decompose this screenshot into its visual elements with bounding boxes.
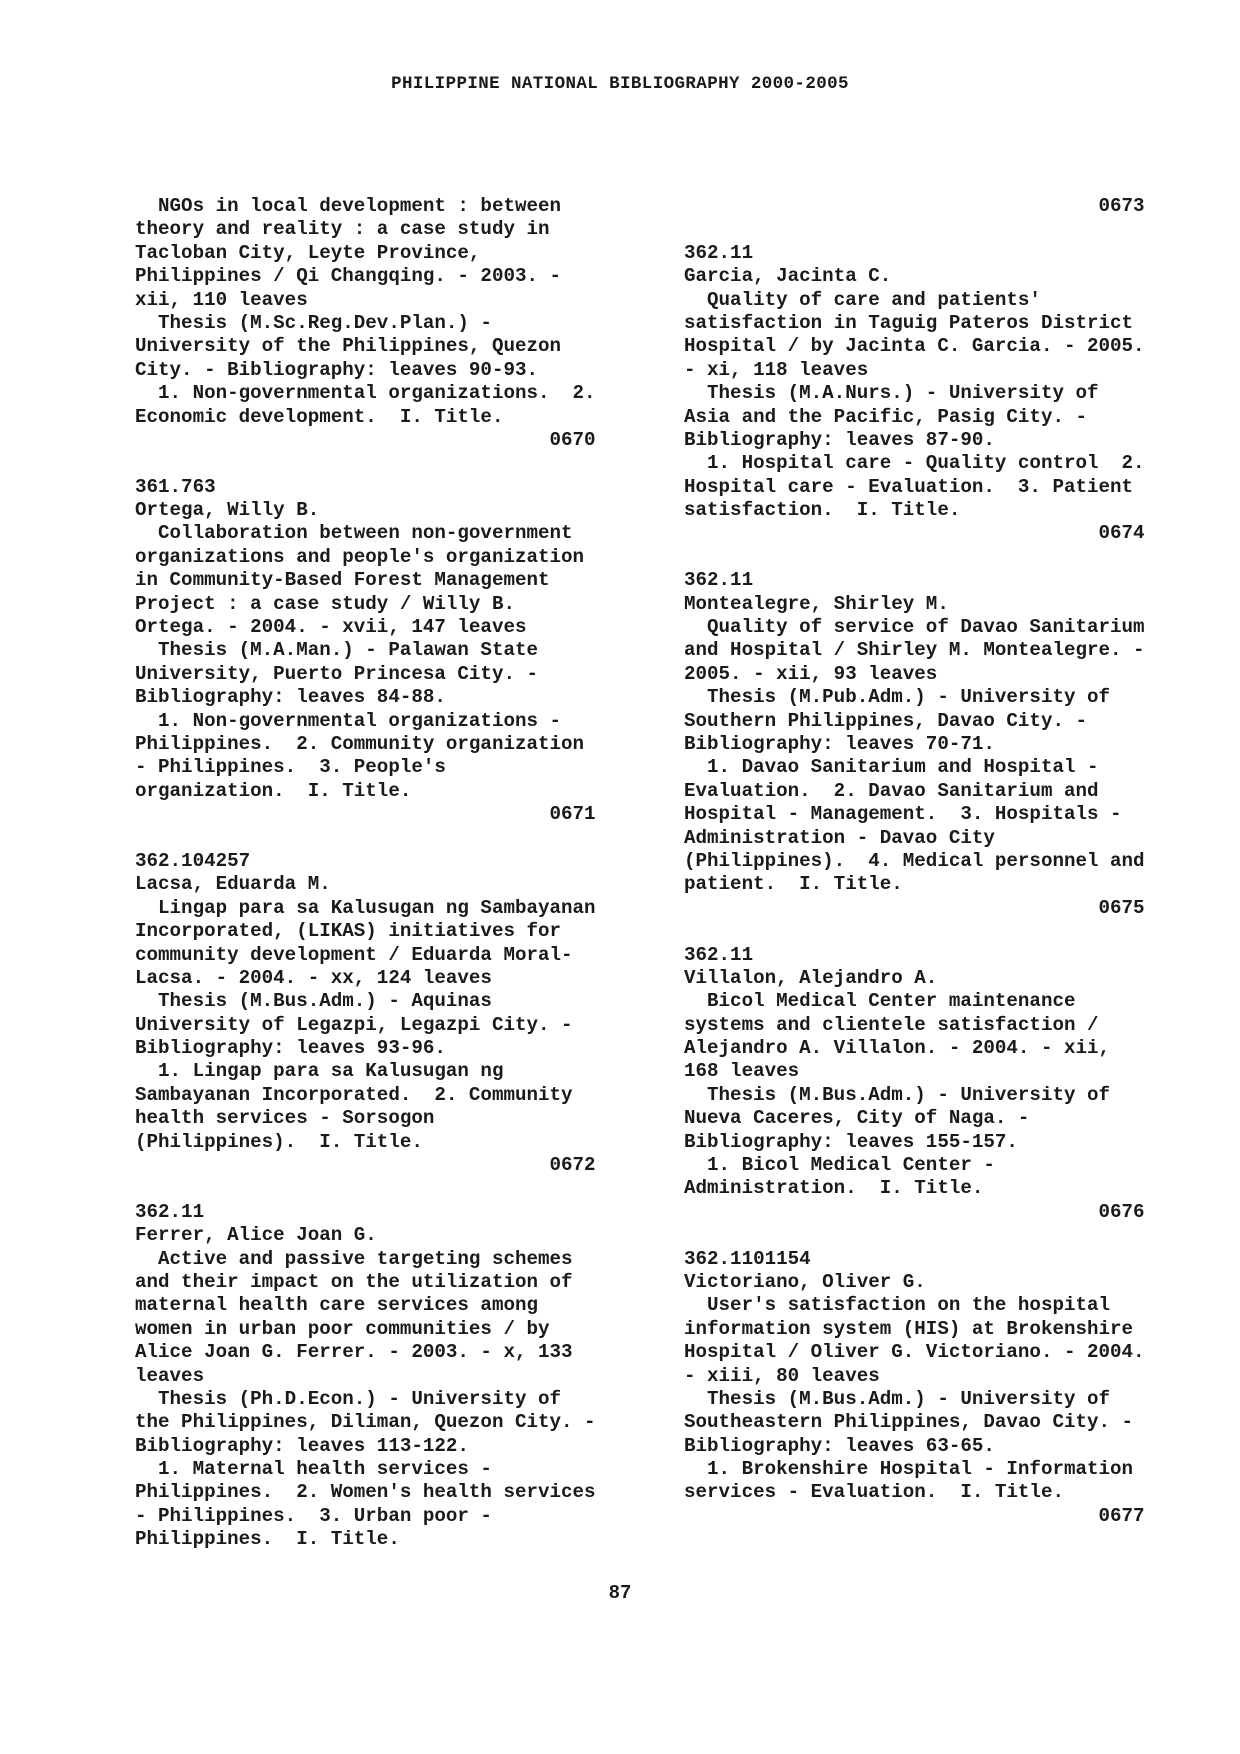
bibliography-line: Philippines. 2. Community organization <box>135 732 585 755</box>
bibliography-line: 0674 <box>684 522 1145 545</box>
bibliography-line: Bibliography: leaves 155-157. <box>684 1130 1018 1153</box>
bibliography-line: 1. Non-governmental organizations. 2. <box>135 382 596 405</box>
bibliography-line: Quality of service of Davao Sanitarium <box>684 616 1145 639</box>
bibliography-line: satisfaction. I. Title. <box>684 499 961 522</box>
bibliography-line: 1. Brokenshire Hospital - Information <box>684 1458 1134 1481</box>
bibliography-line: maternal health care services among <box>135 1294 539 1317</box>
bibliography-line: University, Puerto Princesa City. - <box>135 662 539 685</box>
bibliography-line: 362.104257 <box>135 849 251 872</box>
bibliography-line: 0670 <box>135 428 596 451</box>
bibliography-line <box>684 1224 1194 1247</box>
bibliography-line: 168 leaves <box>684 1060 800 1083</box>
bibliography-line: Ferrer, Alice Joan G. <box>135 1224 377 1247</box>
bibliography-line: 362.11 <box>684 943 754 966</box>
bibliography-line: in Community-Based Forest Management <box>135 569 550 592</box>
bibliography-line: 1. Lingap para sa Kalusugan ng <box>135 1060 504 1083</box>
bibliography-line: Thesis (M.Bus.Adm.) - University of <box>684 1083 1111 1106</box>
bibliography-line: Philippines / Qi Changqing. - 2003. - <box>135 265 562 288</box>
bibliography-line: Asia and the Pacific, Pasig City. - <box>684 405 1088 428</box>
bibliography-line <box>135 827 645 850</box>
bibliography-line: Thesis (M.A.Nurs.) - University of <box>684 382 1099 405</box>
page-number: 87 <box>608 1582 632 1604</box>
bibliography-line: Montealegre, Shirley M. <box>684 592 949 615</box>
bibliography-line: 0677 <box>684 1504 1145 1527</box>
bibliography-line: - xiii, 80 leaves <box>684 1364 880 1387</box>
bibliography-line: 362.1101154 <box>684 1247 811 1270</box>
bibliography-line: Bibliography: leaves 70-71. <box>684 732 995 755</box>
bibliography-line: Quality of care and patients' <box>684 288 1041 311</box>
page-header: PHILIPPINE NATIONAL BIBLIOGRAPHY 2000-2005 <box>391 74 849 94</box>
bibliography-line: Lacsa. - 2004. - xx, 124 leaves <box>135 966 492 989</box>
bibliography-line: 2005. - xii, 93 leaves <box>684 662 938 685</box>
bibliography-line: Alice Joan G. Ferrer. - 2003. - x, 133 <box>135 1341 573 1364</box>
bibliography-line: Active and passive targeting schemes <box>135 1247 573 1270</box>
bibliography-line <box>135 452 645 475</box>
bibliography-line: Ortega, Willy B. <box>135 499 320 522</box>
bibliography-line: xii, 110 leaves <box>135 288 308 311</box>
bibliography-line: Hospital / by Jacinta C. Garcia. - 2005. <box>684 335 1145 358</box>
bibliography-line: Thesis (M.Sc.Reg.Dev.Plan.) - <box>135 311 492 334</box>
bibliography-line: satisfaction in Taguig Pateros District <box>684 311 1134 334</box>
bibliography-line: organization. I. Title. <box>135 779 412 802</box>
bibliography-line: Thesis (M.Bus.Adm.) - Aquinas <box>135 990 492 1013</box>
bibliography-line <box>684 546 1194 569</box>
bibliography-line: 361.763 <box>135 475 216 498</box>
bibliography-line: Bibliography: leaves 113-122. <box>135 1434 469 1457</box>
bibliography-line: Thesis (Ph.D.Econ.) - University of <box>135 1387 562 1410</box>
bibliography-line: User's satisfaction on the hospital <box>684 1294 1111 1317</box>
bibliography-line: 0673 <box>684 195 1145 217</box>
bibliography-line: Tacloban City, Leyte Province, <box>135 241 481 264</box>
bibliography-line: Collaboration between non-government <box>135 522 573 545</box>
bibliography-line: and Hospital / Shirley M. Montealegre. - <box>684 639 1145 662</box>
bibliography-line: leaves <box>135 1364 205 1387</box>
bibliography-line: 0671 <box>135 803 596 826</box>
bibliography-line: University of Legazpi, Legazpi City. - <box>135 1013 573 1036</box>
bibliography-line: Thesis (M.Bus.Adm.) - University of <box>684 1387 1111 1410</box>
bibliography-line: Villalon, Alejandro A. <box>684 966 938 989</box>
bibliography-line: Garcia, Jacinta C. <box>684 265 892 288</box>
bibliography-line: Hospital - Management. 3. Hospitals - <box>684 803 1122 826</box>
bibliography-line: Ortega. - 2004. - xvii, 147 leaves <box>135 616 527 639</box>
bibliography-line: and their impact on the utilization of <box>135 1270 573 1293</box>
bibliography-line: the Philippines, Diliman, Quezon City. - <box>135 1411 596 1434</box>
bibliography-line: Philippines. I. Title. <box>135 1528 400 1551</box>
bibliography-line: Lacsa, Eduarda M. <box>135 873 331 896</box>
left-column <box>135 195 645 1552</box>
bibliography-line: Thesis (M.Pub.Adm.) - University of <box>684 686 1111 709</box>
bibliography-line: Sambayanan Incorporated. 2. Community <box>135 1083 573 1106</box>
bibliography-line: NGOs in local development : between <box>135 195 562 217</box>
bibliography-line: Alejandro A. Villalon. - 2004. - xii, <box>684 1037 1111 1060</box>
bibliography-line: Southeastern Philippines, Davao City. - <box>684 1411 1134 1434</box>
bibliography-line: women in urban poor communities / by <box>135 1317 550 1340</box>
bibliography-line <box>684 920 1194 943</box>
bibliography-line: Thesis (M.A.Man.) - Palawan State <box>135 639 539 662</box>
bibliography-line <box>684 218 1194 241</box>
bibliography-line: information system (HIS) at Brokenshire <box>684 1317 1134 1340</box>
right-column <box>684 195 1194 1528</box>
bibliography-line: 362.11 <box>684 569 754 592</box>
bibliography-line: theory and reality : a case study in <box>135 218 550 241</box>
bibliography-line: 1. Hospital care - Quality control 2. <box>684 452 1145 475</box>
bibliography-line: 1. Bicol Medical Center - <box>684 1154 995 1177</box>
bibliography-line: University of the Philippines, Quezon <box>135 335 562 358</box>
bibliography-line: services - Evaluation. I. Title. <box>684 1481 1064 1504</box>
bibliography-line: Administration. I. Title. <box>684 1177 984 1200</box>
bibliography-line: (Philippines). 4. Medical personnel and <box>684 849 1145 872</box>
bibliography-line: Evaluation. 2. Davao Sanitarium and <box>684 779 1099 802</box>
bibliography-line: 1. Maternal health services - <box>135 1458 492 1481</box>
bibliography-line: Bicol Medical Center maintenance <box>684 990 1076 1013</box>
bibliography-line: patient. I. Title. <box>684 873 903 896</box>
bibliography-line: 0672 <box>135 1154 596 1177</box>
bibliography-line: Bibliography: leaves 87-90. <box>684 428 995 451</box>
bibliography-line: Philippines. 2. Women's health services <box>135 1481 596 1504</box>
bibliography-line: 1. Davao Sanitarium and Hospital - <box>684 756 1099 779</box>
bibliography-line: Hospital care - Evaluation. 3. Patient <box>684 475 1134 498</box>
bibliography-line: Southern Philippines, Davao City. - <box>684 709 1088 732</box>
bibliography-line: Hospital / Oliver G. Victoriano. - 2004. <box>684 1341 1145 1364</box>
bibliography-line: Nueva Caceres, City of Naga. - <box>684 1107 1030 1130</box>
bibliography-line: Administration - Davao City <box>684 826 995 849</box>
bibliography-line: 0675 <box>684 896 1145 919</box>
bibliography-line: Lingap para sa Kalusugan ng Sambayanan <box>135 896 596 919</box>
bibliography-line: (Philippines). I. Title. <box>135 1130 423 1153</box>
bibliography-line: - xi, 118 leaves <box>684 358 869 381</box>
bibliography-line: Bibliography: leaves 93-96. <box>135 1037 446 1060</box>
bibliography-line: systems and clientele satisfaction / <box>684 1013 1099 1036</box>
bibliography-line: health services - Sorsogon <box>135 1107 435 1130</box>
bibliography-line: Bibliography: leaves 63-65. <box>684 1434 995 1457</box>
bibliography-line <box>135 1177 645 1200</box>
bibliography-line: 362.11 <box>135 1200 205 1223</box>
bibliography-line: community development / Eduarda Moral- <box>135 943 573 966</box>
bibliography-line: Victoriano, Oliver G. <box>684 1270 926 1293</box>
bibliography-line: Economic development. I. Title. <box>135 405 504 428</box>
bibliography-line: City. - Bibliography: leaves 90-93. <box>135 358 539 381</box>
bibliography-line: Project : a case study / Willy B. <box>135 592 515 615</box>
bibliography-line: 0676 <box>684 1200 1145 1223</box>
bibliography-line: 362.11 <box>684 241 754 264</box>
bibliography-line: organizations and people's organization <box>135 545 585 568</box>
bibliography-line: 1. Non-governmental organizations - <box>135 709 562 732</box>
bibliography-line: Bibliography: leaves 84-88. <box>135 686 446 709</box>
bibliography-line: - Philippines. 3. People's <box>135 756 446 779</box>
bibliography-line: Incorporated, (LIKAS) initiatives for <box>135 920 562 943</box>
bibliography-line: - Philippines. 3. Urban poor - <box>135 1504 492 1527</box>
